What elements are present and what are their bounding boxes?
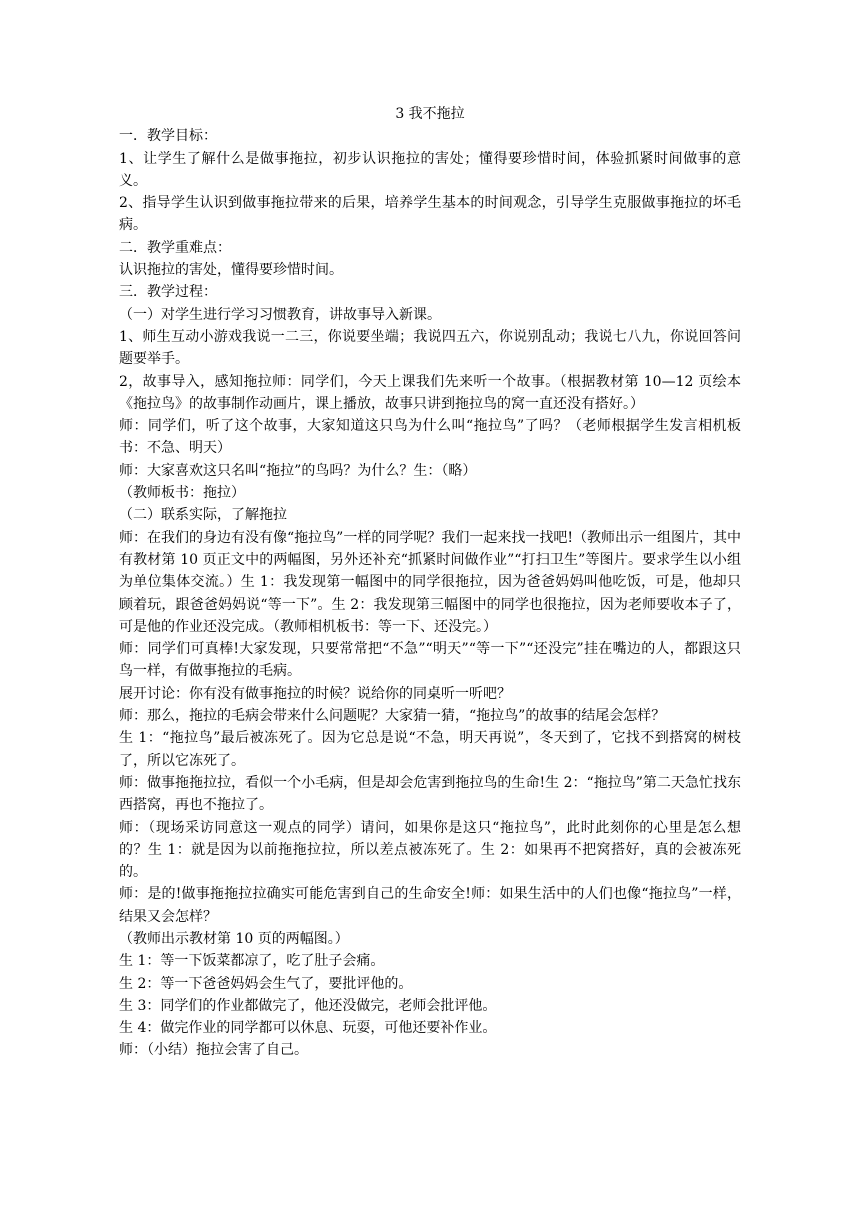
paragraph-answer-1: 生 1：等一下饭菜都凉了，吃了肚子会痛。 — [119, 953, 385, 970]
paragraph-game: 1、师生互动小游戏我说一二三，你说要坐端；我说四五六，你说别乱动；我说七八九，你说回答问题要举手。 — [119, 328, 741, 368]
paragraph-teacher-harm: 师：做事拖拖拉拉，看似一个小毛病，但是却会危害到拖拉鸟的生命!生 2：“拖拉鸟”第二天急忙找东西搭窝，再也不拖拉了。 — [119, 774, 741, 814]
paragraph-objectives-heading: 一．教学目标： — [119, 128, 217, 145]
paragraph-teacher-guess: 师：那么，拖拉的毛病会带来什么问题呢？大家猜一猜，“拖拉鸟”的故事的结尾会怎样？ — [119, 708, 666, 725]
document-title: 3 我不拖拉 — [395, 106, 465, 122]
paragraph-discussion: 展开讨论：你有没有做事拖拉的时候？说给你的同桌听一听吧？ — [119, 685, 511, 702]
paragraph-interview: 师：（现场采访同意这一观点的同学）请问，如果你是这只“拖拉鸟”，此时此刻你的心里是怎么想的？生 1：就是因为以前拖拖拉拉，所以差点被冻死了。生 2：如果再不把窝搭好，真的会被冻死的。 — [119, 819, 741, 881]
paragraph-process-heading: 三．教学过程： — [119, 284, 217, 301]
paragraph-student-1: 生 1：“拖拉鸟”最后被冻死了。因为它总是说“不急，明天再说”，冬天到了，它找不到搭窝的树枝了，所以它冻死了。 — [119, 730, 741, 769]
document-page — [119, 103, 741, 1062]
paragraph-objective-2: 2、指导学生认识到做事拖拉带来的后果，培养学生基本的时间观念，引导学生克服做事拖拉的坏毛病。 — [119, 195, 741, 234]
paragraph-teacher-praise: 师：同学们可真棒!大家发现，只要常常把“不急”“明天”“等一下”“还没完”挂在嘴边的人，都跟这只鸟一样，有做事拖拉的毛病。 — [119, 641, 741, 680]
paragraph-answer-3: 生 3：同学们的作业都做完了，他还没做完，老师会批评他。 — [119, 997, 497, 1014]
paragraph-answer-2: 生 2：等一下爸爸妈妈会生气了，要批评他的。 — [119, 975, 413, 992]
paragraph-story-intro: 2，故事导入，感知拖拉师：同学们，今天上课我们先来听一个故事。（根据教材第 10—12 页绘本《拖拉鸟》的故事制作动画片，课上播放，故事只讲到拖拉鸟的窝一直还没有搭好。） — [119, 373, 741, 412]
paragraph-board-note: （教师板书：拖拉） — [119, 485, 245, 502]
paragraph-teacher-life: 师：是的!做事拖拖拉拉确实可能危害到自己的生命安全!师：如果生活中的人们也像“拖拉鸟”一样，结果又会怎样？ — [119, 886, 741, 925]
paragraph-teacher-question-2: 师：大家喜欢这只名叫“拖拉”的鸟吗？为什么？生：（略） — [119, 462, 477, 479]
paragraph-summary: 师：（小结）拖拉会害了自己。 — [119, 1042, 308, 1059]
paragraph-objective-1: 1、让学生了解什么是做事拖拉，初步认识拖拉的害处；懂得要珍惜时间，体验抓紧时间做事的意义。 — [119, 150, 741, 189]
paragraph-key-points-heading: 二．教学重难点： — [119, 239, 231, 256]
paragraph-key-points: 认识拖拉的害处，懂得要珍惜时间。 — [119, 262, 343, 279]
paragraph-find-examples: 师：在我们的身边有没有像“拖拉鸟”一样的同学呢？我们一起来找一找吧!（教师出示一组图片，其中有教材第 10 页正文中的两幅图，另外还补充“抓紧时间做作业”“打扫卫生”等图片。要求学生以小组为单位集体交流。）生 1：我发现第一幅图中的同学很拖拉，因为爸爸妈妈叫他吃饭，可是，他却只顾着玩，跟爸爸妈妈说“等一下”。生 2：我发现第三幅图中的同学也很拖拉，因为老师要收本子了，可是他的作业还没完成。（教师相机板书：等一下、还没完。） — [119, 529, 741, 635]
paragraph-teacher-question-1: 师：同学们，听了这个故事，大家知道这只鸟为什么叫“拖拉鸟”了吗？（老师根据学生发言相机板书：不急、明天） — [119, 418, 741, 457]
paragraph-section-1-heading: （一）对学生进行学习习惯教育，讲故事导入新课。 — [119, 306, 441, 323]
paragraph-show-pictures: （教师出示教材第 10 页的两幅图。） — [119, 930, 349, 947]
paragraph-section-2-heading: （二）联系实际，了解拖拉 — [119, 507, 287, 524]
paragraph-answer-4: 生 4：做完作业的同学都可以休息、玩耍，可他还要补作业。 — [119, 1020, 497, 1037]
